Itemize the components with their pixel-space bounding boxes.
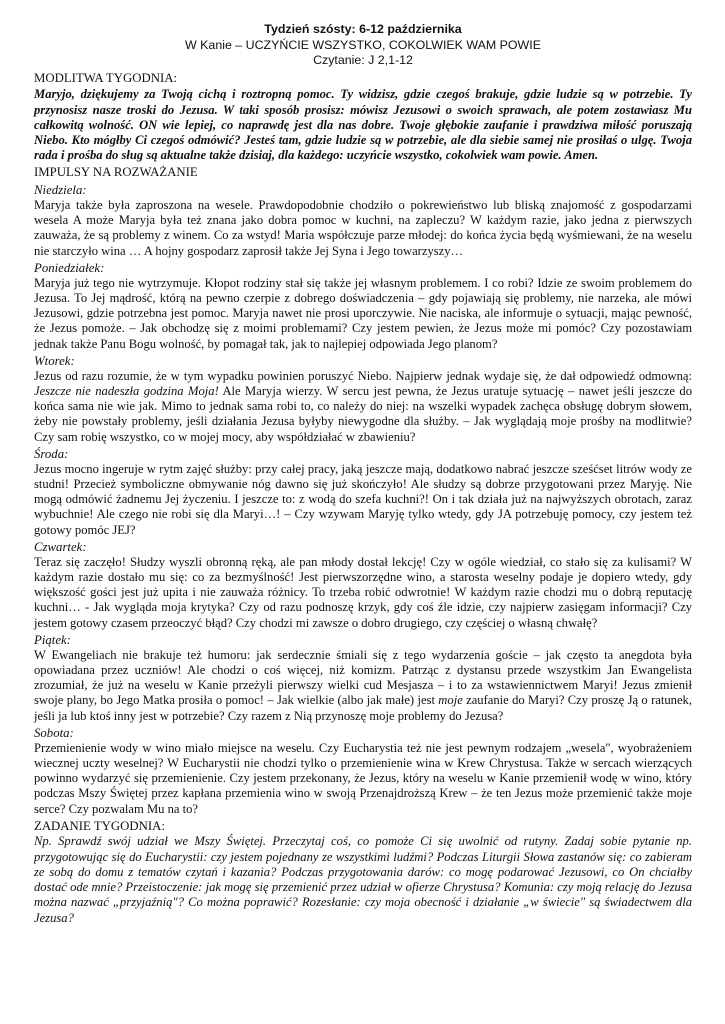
- day-name: Sobota:: [34, 725, 74, 740]
- day-name: Środa:: [34, 446, 69, 461]
- document-page: [34, 22, 692, 926]
- header: [34, 22, 692, 69]
- day-name: Wtorek:: [34, 353, 75, 368]
- day-wednesday: [34, 447, 692, 538]
- impulses-title: IMPULSY NA ROZWAŻANIE: [34, 165, 198, 180]
- week-title: Tydzień szósty: 6-12 października: [264, 22, 462, 36]
- day-sunday: [34, 183, 692, 259]
- text-part: W Ewangeliach nie brakuje też humoru: jak serdecznie śmiali się z tego wydarzenia goście – jak często ta anegdota była opowiadana przez uczniów! Ale chodzi o coś więcej, niż komizm. Patrząc z dystansu przede wszystkim Jan Ewangelista zrozumiał, że już na weselu w Kanie przeżyli pierwszy wielki cud Mesjasza – i to za wstawiennictwem Maryi! Jezus zmienił swoje plany, bo Jego Matka prosiła o pomoc! – Jak wielkie (albo jak małe) jest: [34, 647, 692, 708]
- subtitle: W Kanie – UCZYŃCIE WSZYSTKO, COKOLWIEK WAM POWIE: [185, 37, 541, 52]
- day-name: Niedziela:: [34, 182, 87, 197]
- emphasis: moje: [438, 693, 463, 708]
- text-part: zaufanie do Maryi? Czy proszę Ją o ratunek, jeśli ja lub ktoś inny jest w potrzebie? Czy razem z Nią przynoszę moje problemy do Jezusa?: [34, 693, 692, 723]
- day-name: Poniedziałek:: [34, 260, 105, 275]
- day-name: Czwartek:: [34, 539, 87, 554]
- gospel-quote: Jeszcze nie nadeszła godzina Moja!: [34, 384, 219, 399]
- text-part: Jezus od razu rozumie, że w tym wypadku powinien poruszyć Niebo. Najpierw jednak wydaje się, że dał odpowiedź odmowną:: [34, 368, 692, 383]
- day-monday: [34, 261, 692, 352]
- day-text: [34, 648, 692, 724]
- day-text: Maryja także była zaproszona na wesele. Prawdopodobnie chodziło o pokrewieństwo lub bliską znajomość z gospodarzami wesela A może Maryja była też znana jako dobra pomoc w kuchni, na zapleczu? W każdym razie, jako jedna z pierwszych zauważa, że są problemy z winem. Co za wstyd! Maria współczuje parze młodej: do końca życia będą wyśmiewani, że na weselu nie starczyło wina … A hojny gospodarz zaprosił także Jej Syna i Jego towarzyszy…: [34, 197, 692, 258]
- day-name: Piątek:: [34, 632, 71, 647]
- day-text: Maryja już tego nie wytrzymuje. Kłopot rodziny stał się także jej własnym problemem. I co robi? Idzie ze swoim problemem do Jezusa. To Jej mądrość, którą na pewno czerpie z dobrego doświadczenia – gdy pojawiają się problemy, nie narzeka, ale mówi Jezusowi, gdzie potrzebna jest pomoc. Maryja nawet nie prosi uporczywie. Nie naciska, ale informuje o sytuacji, mając pewność, że Jezus pomoże. – Jak obchodzę się z moimi problemami? Czy jestem pewien, że Jezus może mi pomóc? Czy pozostawiam jednak także Panu Bogu wolność, by pomagał tak, jak to najlepiej odpowiada Jego planom?: [34, 275, 692, 351]
- day-text: Teraz się zaczęło! Słudzy wyszli obronną ręką, ale pan młody dostał lekcję! Czy w ogóle wiedział, co stało się za kulisami? W każdym razie dostało mu się: co za bezmyślność! Jest pierwszorzędne wino, a starosta weselny podaje je dopiero wtedy, gdy większość gości jest już upita i nie zauważa różnicy. To trzeba robić odwrotnie! W każdym razie chodzi mu o dobrą reputację kuchni… - Jak wygląda moja krytyka? Czy od razu podnoszę krzyk, gdy coś źle idzie, czy najpierw zasięgam informacji? Czy jestem gotowy czasem przeoczyć błąd? Czy chodzi mi zawsze o dobro drugiego, czy częściej o własną chwałę?: [34, 554, 692, 630]
- day-thursday: [34, 540, 692, 631]
- day-saturday: [34, 726, 692, 817]
- task-title: ZADANIE TYGODNIA:: [34, 818, 165, 833]
- prayer-text: Maryjo, dziękujemy za Twoją cichą i roztropną pomoc. Ty widzisz, gdzie czegoś brakuje, gdzie ludzie są w potrzebie. Ty przynosisz nasze troski do Jezusa. W taki sposób prosisz: mówisz Jezusowi o swoich sprawach, ale potem zostawiasz Mu całkowitą wolność. ON wie lepiej, co naprawdę jest dla nas dobre. Twoje głębokie zaufanie i prawdziwa miłość poruszają Niebo. Kto mógłby Ci czegoś odmówić? Jesteś tam, gdzie ludzie są w potrzebie, ale dla siebie samej nie prosiłaś o ulgę. Twoja rada i prośba do sług są aktualne także dzisiaj, dla każdego: uczyńcie wszystko, cokolwiek wam powie. Amen.: [34, 87, 692, 163]
- prayer-title: MODLITWA TYGODNIA:: [34, 70, 178, 85]
- day-tuesday: [34, 354, 692, 445]
- reading-reference: Czytanie: J 2,1-12: [313, 53, 413, 68]
- day-text: [34, 369, 692, 445]
- day-friday: [34, 633, 692, 724]
- task-text: Np. Sprawdź swój udział we Mszy Świętej. Przeczytaj coś, co pomoże Ci się uwolnić od rutyny. Zadaj sobie pytanie np. przygotowując się do Eucharystii: czy jestem pojednany ze wszystkimi ludźmi? Podczas Liturgii Słowa zastanów się: co zabieram ze sobą do domu z tematów czytań i kazania? Podczas przygotowania darów: co mogę podarować Jezusowi, co On chciałby dostać ode mnie? Przeistoczenie: jak mogę się przemienić przez udział w ofierze Chrystusa? Komunia: czy moją relację do Jezusa można nazwać „przyjaźnią"? Co można poprawić? Rozesłanie: czy moja obecność i działanie „w świecie" są świadectwem dla Jezusa?: [34, 834, 692, 925]
- day-text: Jezus mocno ingeruje w rytm zajęć służby: przy całej pracy, jaką jeszcze mają, dodatkowo nabrać jeszcze sześćset litrów wody ze studni! Przecież symboliczne obmywanie nóg dawno się już skończyło! Ale słudzy są dobrze przygotowani przez Maryję. Nie mogą odmówić żadnemu Jej życzeniu. I jeszcze to: z wodą do szefa kuchni?! On i tak działa już na najwyższych obrotach, zaraz wybuchnie! Ale czego nie robi się dla Maryi…! – Czy wzywam Maryję tylko wtedy, gdy JA potrzebuję pomocy, czy jestem też gotowy pomóc JEJ?: [34, 461, 692, 537]
- text-part: Ale Maryja wierzy. W sercu jest pewna, że Jezus uratuje sytuację – nawet jeśli jeszcze do końca sama nie wie jak. Mimo to jednak sama robi to, co należy do niej: na wszelki wypadek zachęca obsługę dobrym słowem, żeby nie powstały problemy, jeśli działania Jezusa byłyby niewygodne dla służby. – Jak wyglądają moje prośby na modlitwie? Czy sam robię wszystko, co w mojej mocy, aby współdziałać w zbawieniu?: [34, 384, 692, 444]
- day-text: Przemienienie wody w wino miało miejsce na weselu. Czy Eucharystia też nie jest pewnym rodzajem „wesela", wyobrażeniem wiecznej uczty weselnej? W Eucharystii nie chodzi tylko o przemienienie wina w Krew Chrystusa. Także w sercach wierzących powinno wydarzyć się przemienienie. Czy jestem przekonany, że Jezus, który na weselu w Kanie przemienił wodę w wino, który podczas Mszy Świętej przez kapłana przemienia wino w swoją Przenajdroższą Krew – że ten Jezus może przemienić także moje serce? Czy pozwalam Mu na to?: [34, 740, 692, 816]
